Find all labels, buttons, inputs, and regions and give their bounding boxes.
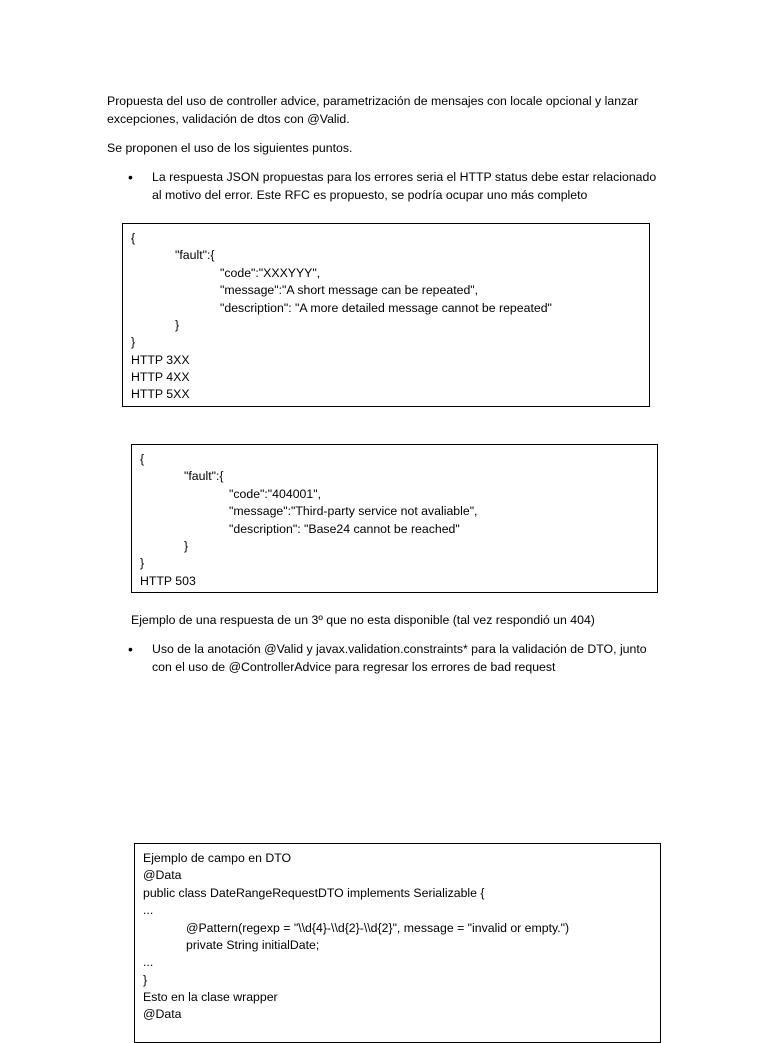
code-line: ... xyxy=(143,903,154,917)
code-line: "fault":{ xyxy=(175,248,215,262)
bullet-icon: • xyxy=(128,641,133,657)
code-line: "description": "Base24 cannot be reached" xyxy=(229,522,460,536)
code-line: } xyxy=(143,973,148,987)
code-line: Esto en la clase wrapper xyxy=(143,990,278,1004)
bullet-item-json-response xyxy=(152,168,672,204)
intro-paragraph xyxy=(107,92,667,128)
bullet-1-line-1: La respuesta JSON propuestas para los errores seria el HTTP status debe estar relacionado xyxy=(152,170,657,184)
code-line: public class DateRangeRequestDTO implements Serializable { xyxy=(143,886,485,900)
json-fault-template-box xyxy=(122,223,650,407)
http-status-line: HTTP 503 xyxy=(140,574,196,588)
code-line: @Pattern(regexp = "\\d{4}-\\d{2}-\\d{2}", message = "invalid or empty.") xyxy=(186,921,570,935)
code-line: ... xyxy=(143,955,154,969)
intro-line-2: excepciones, validación de dtos con @Valid. xyxy=(107,112,350,126)
code-line: "message":"Third-party service not avaliable", xyxy=(229,504,478,518)
code-line: "code":"404001", xyxy=(229,487,321,501)
code-line: { xyxy=(140,452,145,466)
code-line: { xyxy=(131,231,136,245)
bullet-1-line-2: al motivo del error. Este RFC es propuesto, se podría ocupar uno más completo xyxy=(152,188,588,202)
code-line: "code":"XXXYYY", xyxy=(220,266,321,280)
bullet-2-line-2: con el uso de @ControllerAdvice para regresar los errores de bad request xyxy=(152,660,556,674)
json-fault-example-box xyxy=(131,444,658,593)
code-line: "description": "A more detailed message cannot be repeated" xyxy=(220,301,552,315)
intro-line-1: Propuesta del uso de controller advice, parametrización de mensajes con locale opcional y lanzar xyxy=(107,94,639,108)
example-caption: Ejemplo de una respuesta de un 3º que no esta disponible (tal vez respondió un 404) xyxy=(131,613,595,627)
code-line: } xyxy=(140,556,145,570)
code-line: } xyxy=(131,335,136,349)
http-status-line: HTTP 5XX xyxy=(131,387,190,401)
bullet-icon: • xyxy=(128,169,133,185)
points-intro: Se proponen el uso de los siguientes puntos. xyxy=(107,141,353,155)
http-status-line: HTTP 3XX xyxy=(131,353,190,367)
dto-example-box xyxy=(134,843,661,1043)
code-line: @Data xyxy=(143,868,182,882)
bullet-item-valid-annotation xyxy=(152,640,672,676)
code-line: "fault":{ xyxy=(184,469,224,483)
code-line: "message":"A short message can be repeated", xyxy=(220,283,479,297)
code-line: @Data xyxy=(143,1007,182,1021)
code-line: Ejemplo de campo en DTO xyxy=(143,851,292,865)
code-line: } xyxy=(184,539,189,553)
code-line: private String initialDate; xyxy=(186,938,320,952)
http-status-line: HTTP 4XX xyxy=(131,370,190,384)
bullet-2-line-1: Uso de la anotación @Valid y javax.validation.constraints* para la validación de DTO, junto xyxy=(152,642,647,656)
code-line: } xyxy=(175,318,180,332)
